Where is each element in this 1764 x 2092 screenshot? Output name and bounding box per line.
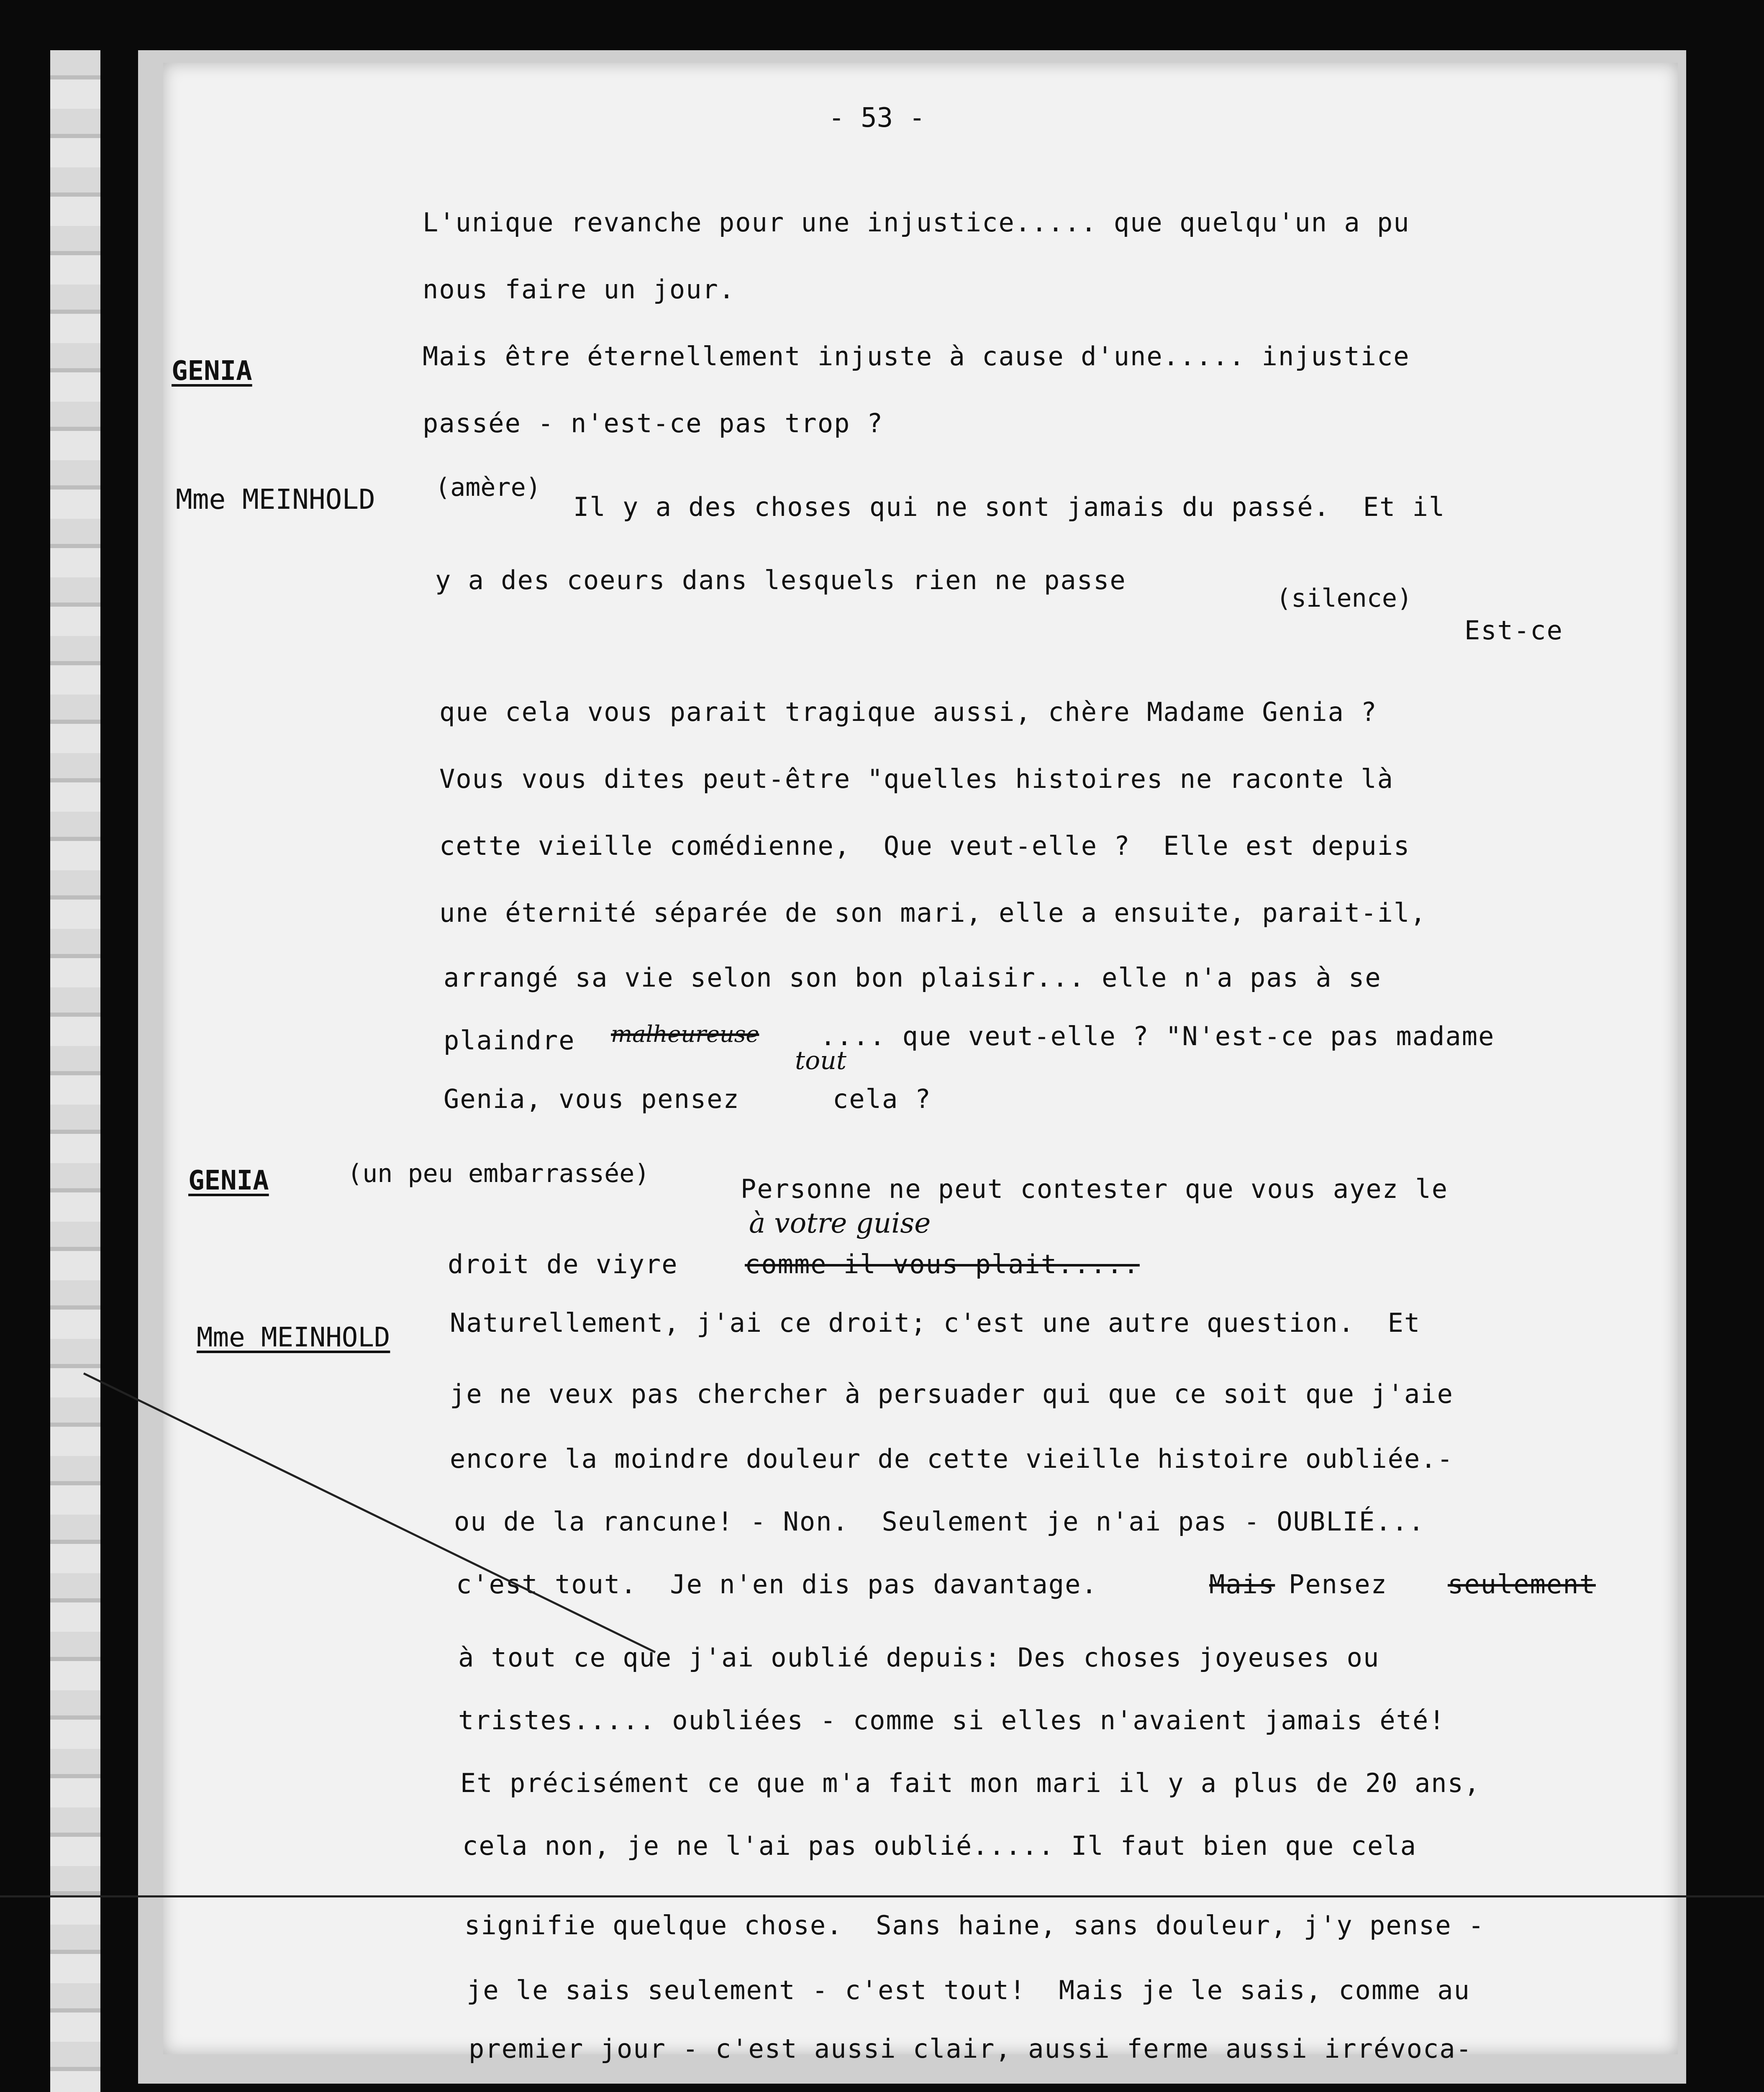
text-line: plaindre (444, 1025, 575, 1056)
struck-text: Mais (1209, 1569, 1275, 1600)
handwritten-insert-a-votre-guise: à votre guise (749, 1207, 931, 1239)
speaker-genia: GENIA (172, 356, 252, 387)
text-line: je le sais seulement - c'est tout! Mais je le sais, comme au (467, 1975, 1470, 2005)
text-line: encore la moindre douleur de cette vieille histoire oubliée.- (450, 1443, 1454, 1474)
struck-text: comme il vous plait..... (745, 1249, 1140, 1279)
text-line: c'est tout. Je n'en dis pas davantage. (456, 1569, 1098, 1600)
text-line: Genia, vous pensez (444, 1084, 740, 1114)
text-line: cela ? (833, 1084, 931, 1114)
text-line: Personne ne peut contester que vous ayez le (741, 1174, 1449, 1204)
text-line: à tout ce que j'ai oublié depuis: Des choses joyeuses ou (458, 1642, 1380, 1673)
text-line: Il y a des choses qui ne sont jamais du passé. Et il (573, 492, 1446, 522)
text-line: Mais être éternellement injuste à cause d'une..... injustice (423, 341, 1410, 372)
speaker-mme-meinhold-2: Mme MEINHOLD (197, 1322, 390, 1353)
text-line: passée - n'est-ce pas trop ? (423, 408, 884, 438)
scan-artifact-line (0, 1895, 1764, 1897)
text-line: je ne veux pas chercher à persuader qui que ce soit que j'aie (450, 1379, 1454, 1409)
handwritten-insert-tout: tout (795, 1046, 846, 1075)
text-line: y a des coeurs dans lesquels rien ne passe (435, 565, 1126, 595)
text-line: cela non, je ne l'ai pas oublié..... Il faut bien que cela (462, 1830, 1417, 1861)
text-line: Pensez (1289, 1569, 1387, 1600)
text-line: .... que veut-elle ? "N'est-ce pas madame (820, 1021, 1495, 1051)
stage-direction-embarrassee: (un peu embarrassée) (347, 1159, 650, 1188)
page-number: - 53 - (828, 103, 926, 133)
text-line: nous faire un jour. (423, 274, 736, 305)
struck-text: seulement (1448, 1569, 1596, 1600)
text-line: une éternité séparée de son mari, elle a ensuite, parait-il, (439, 897, 1427, 928)
text-line: que cela vous parait tragique aussi, chère Madame Genia ? (439, 697, 1377, 727)
stage-direction-silence: (silence) (1276, 584, 1413, 613)
text-line: droit de viyre (448, 1249, 678, 1279)
speaker-genia-2: GENIA (188, 1165, 269, 1196)
speaker-mme-meinhold-1: Mme MEINHOLD (176, 483, 375, 515)
stage-direction-amere: (amère) (435, 473, 541, 502)
text-line: ou de la rancune! - Non. Seulement je n'ai pas - OUBLIÉ... (454, 1506, 1425, 1537)
text-line: Est-ce (1464, 615, 1563, 646)
text-line: Et précisément ce que m'a fait mon mari il y a plus de 20 ans, (460, 1768, 1481, 1798)
text-line: Naturellement, j'ai ce droit; c'est une autre question. Et (450, 1308, 1421, 1338)
text-line: premier jour - c'est aussi clair, aussi ferme aussi irrévoca- (469, 2033, 1472, 2064)
text-line: Vous vous dites peut-être "quelles histoires ne raconte là (439, 764, 1394, 794)
struck-handwritten-word: malheureuse (611, 1021, 759, 1047)
adjacent-page-edge (50, 50, 100, 2092)
text-line: tristes..... oubliées - comme si elles n'avaient jamais été! (458, 1705, 1446, 1736)
text-line: L'unique revanche pour une injustice..... que quelqu'un a pu (423, 207, 1410, 238)
text-line: cette vieille comédienne, Que veut-elle ? Elle est depuis (439, 831, 1410, 861)
text-line: arrangé sa vie selon son bon plaisir... elle n'a pas à se (444, 962, 1382, 993)
text-line: signifie quelque chose. Sans haine, sans douleur, j'y pense - (464, 1910, 1485, 1941)
